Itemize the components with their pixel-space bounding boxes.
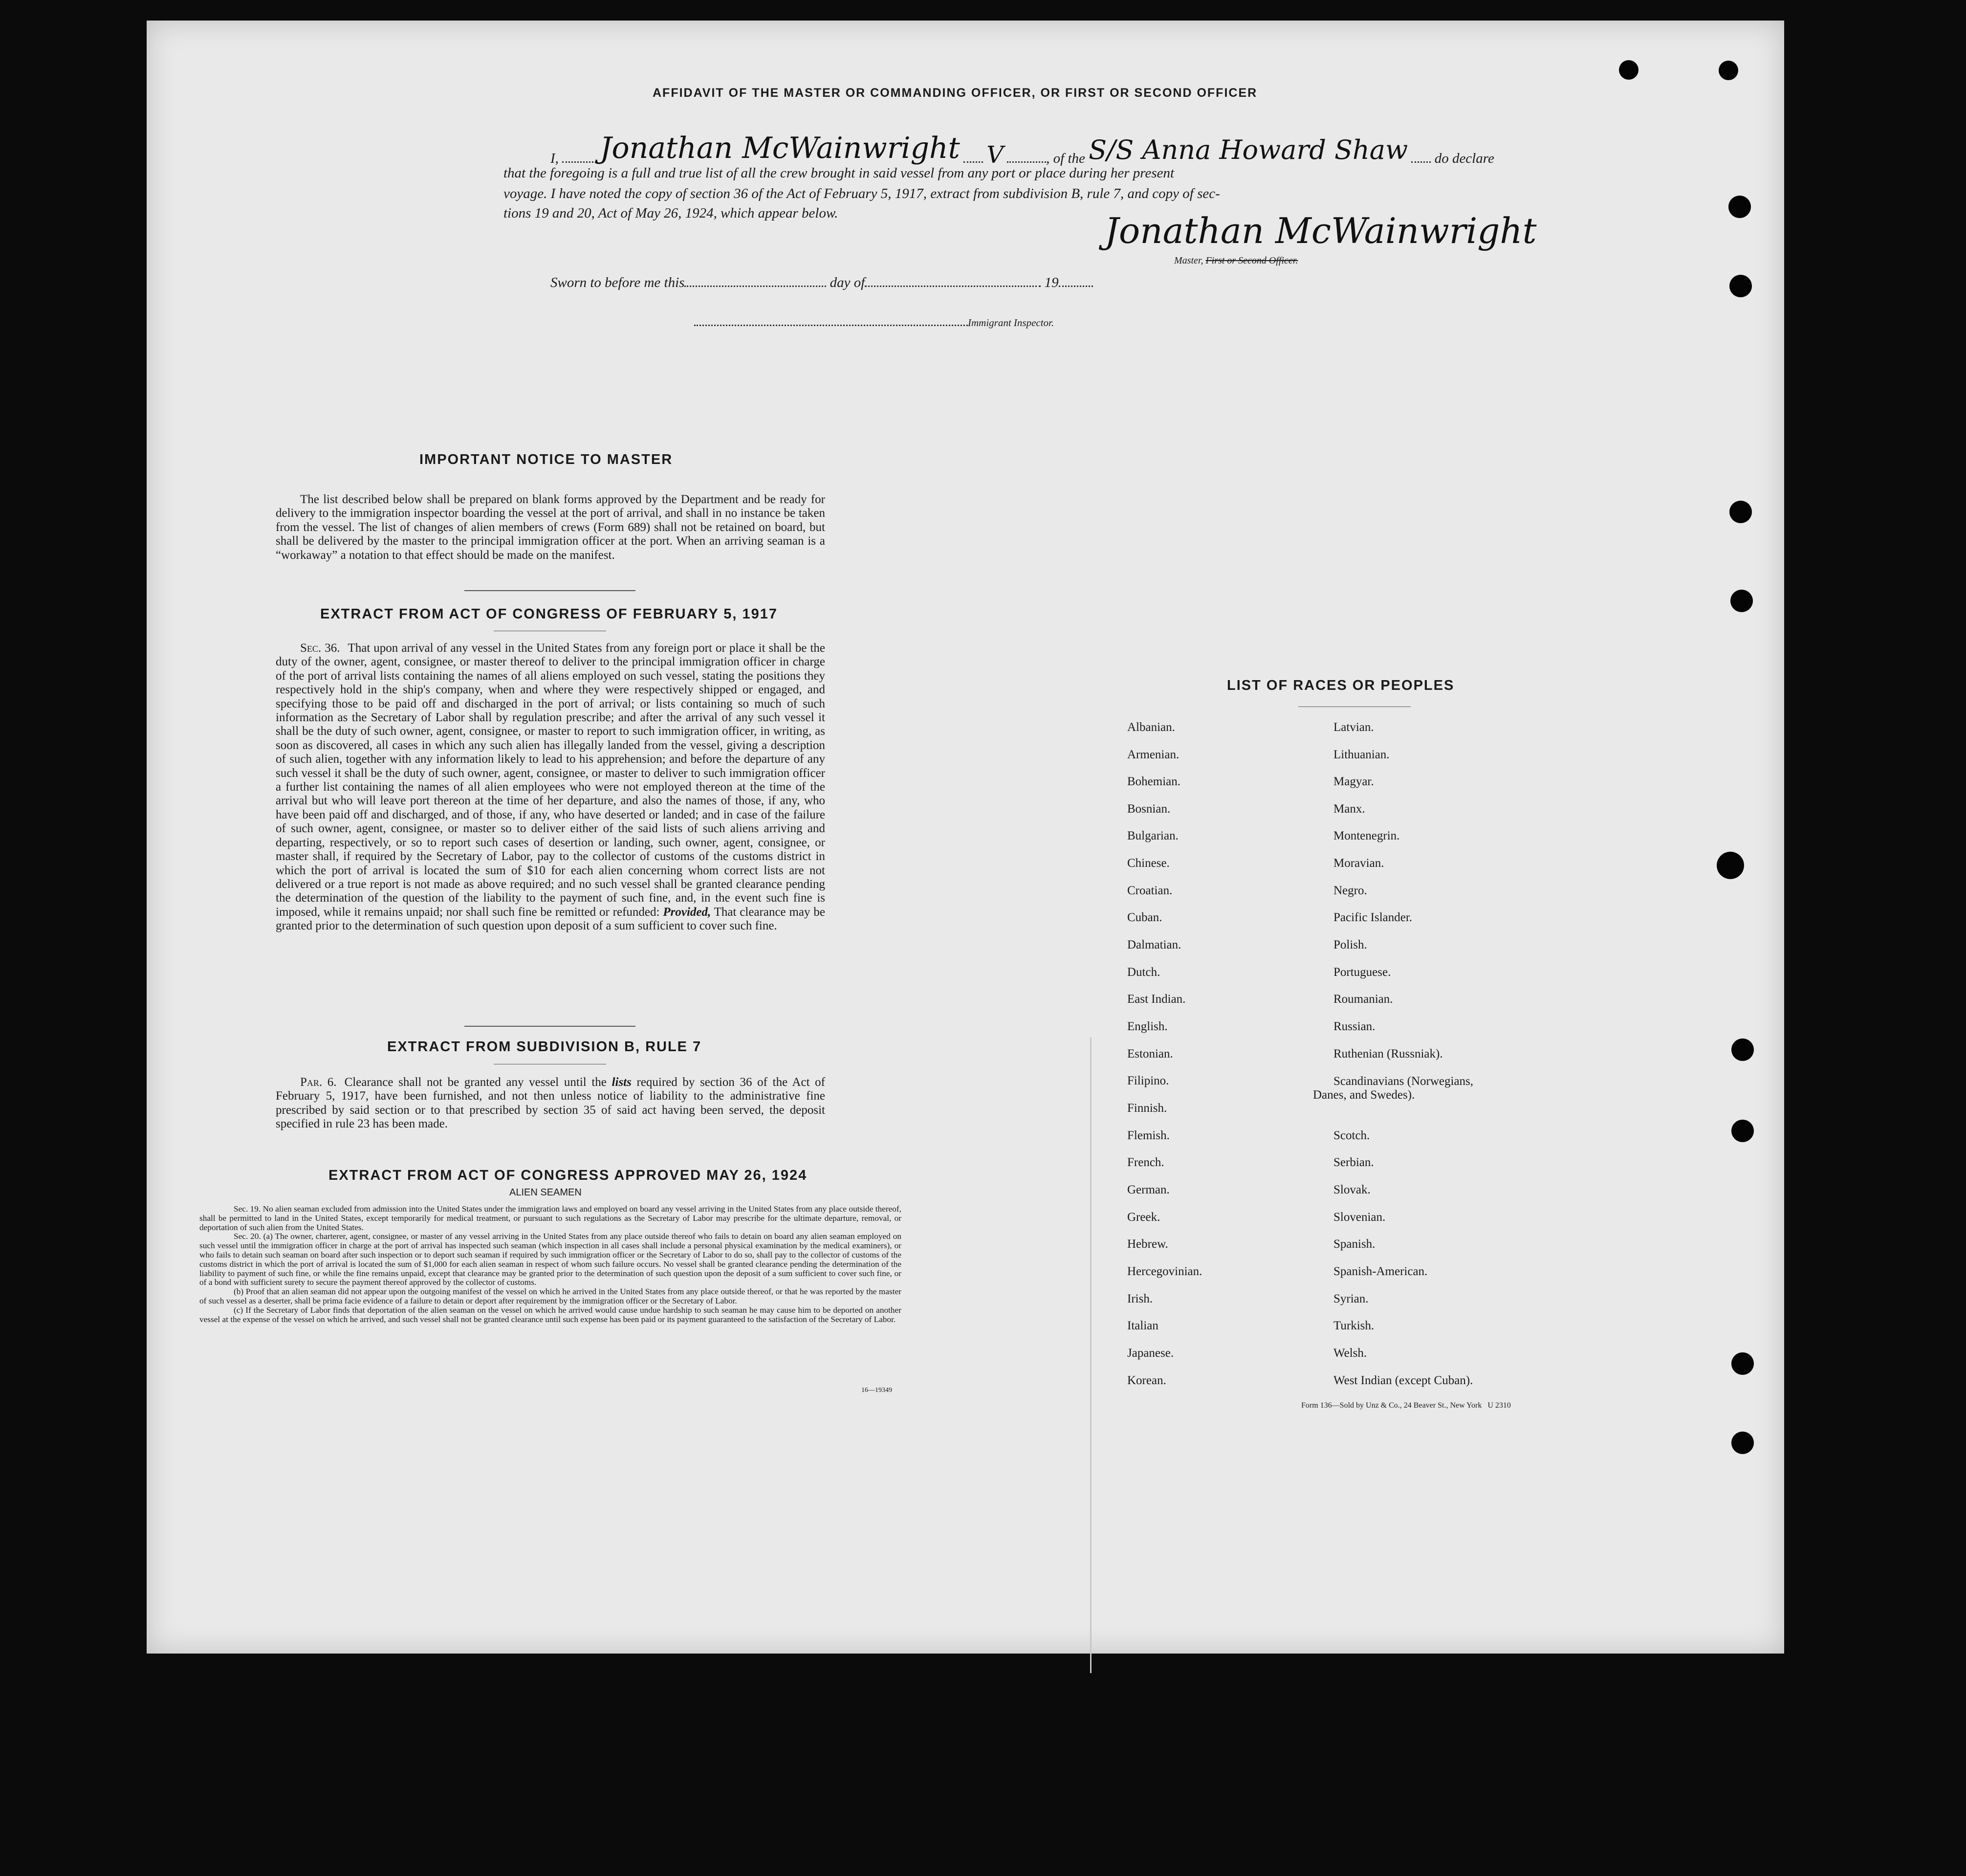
race-item: Chinese.	[1127, 857, 1170, 870]
punch-hole	[1717, 852, 1744, 879]
notice-text: The list described below shall be prepared on blank forms approved by the Department and be ready for delivery to the immigration inspector boarding the vessel at the port of arrival, and shall in no instance be taken from the vessel. The list of changes of alien members of crews (Form 689) shall not be retained on board, but shall be delivered by the master to the principal immigration officer at the port. When an arriving seaman is a “workaway” a notation to that effect should be made on the manifest.	[276, 493, 825, 562]
year-label: 19	[1044, 275, 1059, 290]
divider	[464, 590, 635, 591]
race-item: Lithuanian.	[1333, 748, 1390, 761]
section-20b-text: (b) Proof that an alien seaman did not appear upon the outgoing manifest of the vessel on which he arrived in the United States from any place outside thereof, or that he was reported by the master of such vessel as a deserter, shall be prima facie evidence of a failure to detain or deport after requirement by the immigration officer or the Secretary of Labor.	[199, 1287, 901, 1305]
alien-seamen-subtitle: ALIEN SEAMEN	[509, 1187, 582, 1198]
paragraph-6-text	[276, 1076, 825, 1131]
vessel-name-handwritten: S/S Anna Howard Shaw	[1089, 134, 1408, 165]
do-declare-label: do declare	[1434, 151, 1494, 166]
race-item: Finnish.	[1127, 1102, 1167, 1115]
race-item: Scotch.	[1333, 1129, 1370, 1142]
race-item: Russian.	[1333, 1020, 1376, 1033]
race-item: Estonian.	[1127, 1047, 1173, 1060]
check-mark: V	[986, 141, 1004, 169]
print-code: 16—19349	[861, 1387, 892, 1394]
races-title: LIST OF RACES OR PEOPLES	[1227, 678, 1455, 693]
section-36-text	[276, 641, 825, 933]
extract-1917-title: EXTRACT FROM ACT OF CONGRESS OF FEBRUARY 5, 1917	[320, 606, 778, 622]
punch-hole	[1731, 1352, 1754, 1375]
race-item: Slovak.	[1333, 1183, 1371, 1196]
page-fold	[1090, 1037, 1092, 1673]
extract-1924-body	[199, 1205, 901, 1324]
punch-hole	[1731, 1120, 1754, 1142]
affidavit-line-3: voyage. I have noted the copy of section 36 of the Act of February 5, 1917, extract from subdivision B, rule 7, and copy of sec-	[503, 186, 1220, 201]
race-item: Bohemian.	[1127, 775, 1181, 788]
section-36-label: Sec. 36.	[300, 641, 340, 655]
inspector-line	[694, 315, 1054, 329]
race-item: Polish.	[1333, 938, 1367, 951]
signature-title-struck: First or Second Officer.	[1205, 255, 1298, 266]
section-36-body-b: That clearance may be granted prior to the determination of such question upon deposit of a sum sufficient to cover such fine.	[276, 905, 825, 933]
race-item: Turkish.	[1333, 1319, 1375, 1332]
section-20a-text: Sec. 20. (a) The owner, charterer, agent, consignee, or master of any vessel arriving in the United States from any place outside thereof who fails to detain on board any alien seaman employed on such vessel until the immigration officer in charge at the port of arrival has inspected such seaman (which inspection in all cases shall include a personal physical examination by the medical examiners), or who fails to detain such seaman on board after such inspection or to deport such seaman if required by such immigration officer or the Secretary of Labor to do so, shall pay to the collector of customs of the customs district in which the port of arrival is located the sum of $1,000 for each alien seaman in respect of whom such failure occurs. No vessel shall be granted clearance pending the determination of the liability to payment of such fine, or while the fine remains unpaid, except that clearance may be granted prior to the determination of such question upon the deposit of a sum sufficient to cover such fine, or of a bond with sufficient surety to secure the payment thereof approved by the collector of customs.	[199, 1232, 901, 1287]
section-19-text: Sec. 19. No alien seaman excluded from admission into the United States under the immigration laws and employed on board any vessel arriving in the United States from any place outside thereof, shall be permitted to land in the United States, except temporarily for medical treatment, or pursuant to such regulations as the Secretary of Labor may prescribe for the ultimate departure, removal, or deportation of such alien from the United States.	[199, 1204, 901, 1232]
lists-word: lists	[612, 1076, 632, 1089]
race-item: Roumanian.	[1333, 993, 1393, 1006]
race-item: Slovenian.	[1333, 1211, 1386, 1224]
punch-hole	[1729, 501, 1752, 523]
race-item: Negro.	[1333, 884, 1367, 897]
race-item: Croatian.	[1127, 884, 1173, 897]
form-footer: Form 136—Sold by Unz & Co., 24 Beaver St., New York U 2310	[1301, 1401, 1511, 1410]
race-item: Ruthenian (Russniak).	[1333, 1047, 1443, 1060]
inspector-label: Immigrant Inspector.	[968, 317, 1054, 329]
race-item: Latvian.	[1333, 721, 1374, 734]
affidavit-line-2: that the foregoing is a full and true list of all the crew brought in said vessel from any port or place during her present	[503, 165, 1175, 181]
race-item: Hebrew.	[1127, 1237, 1168, 1251]
race-item: Korean.	[1127, 1374, 1166, 1387]
race-item: Danes, and Swedes).	[1313, 1088, 1415, 1102]
affidavit-line-4: tions 19 and 20, Act of May 26, 1924, which appear below.	[503, 205, 838, 221]
rule-7-title: EXTRACT FROM SUBDIVISION B, RULE 7	[387, 1039, 702, 1055]
extract-1924-title: EXTRACT FROM ACT OF CONGRESS APPROVED MAY 26, 1924	[328, 1168, 808, 1183]
race-item: Magyar.	[1333, 775, 1374, 788]
divider	[464, 1026, 635, 1027]
race-item: English.	[1127, 1020, 1168, 1033]
punch-hole	[1719, 61, 1738, 80]
race-item: Cuban.	[1127, 911, 1162, 924]
punch-hole	[1728, 196, 1751, 218]
race-item: Moravian.	[1333, 857, 1384, 870]
race-item: Bulgarian.	[1127, 829, 1179, 842]
section-36-body-a: That upon arrival of any vessel in the United States from any foreign port or place it shall be the duty of the owner, agent, consignee, or master thereof to deliver to the principal immigration officer in charge of the port of arrival lists containing the names of all aliens employed on such vessel, stating the positions they respectively hold in the ship's company, when and where they were respectively shipped or engaged, and specifying those to be paid off and discharged in the port of arrival; or lists containing so much of such information as the Secretary of Labor shall by regulation prescribe; and after the arrival of any such vessel it shall be the duty of such owner, agent, consignee, or master to report to such immigration officer, in writing, as soon as discovered, all cases in which any such alien has illegally landed from the vessel, giving a description of such alien, together with any information likely to lead to his apprehension; and before the departure of any such vessel it shall be the duty of such owner, agent, consignee, or master to deliver to such immigration officer a further list containing the names of all alien employees who were not employed thereon at the time of the arrival but who will leave port thereon at the time of her departure, and also the names of those, if any, who have been paid off and discharged, and of those, if any, who have deserted or landed; and in case of the failure of such owner, agent, consignee, or master so to deliver either of the said lists of such aliens arriving and departing, respectively, or so to report such cases of desertion or landing, such owner, agent, consignee, or master shall, if required by the Secretary of Labor, pay to the collector of customs of the customs district in which the port of arrival is located the sum of $10 for each alien concerning whom correct lists are not delivered or a true report is not made as above required; and no such vessel shall be granted clearance pending the determination of the question of the liability to the payment of such fine, and, in the event such fine is imposed, while it remains unpaid; nor shall such fine be remitted or refunded:	[276, 641, 825, 919]
race-item: Portuguese.	[1333, 966, 1391, 979]
punch-hole	[1730, 590, 1753, 612]
race-item: Syrian.	[1333, 1292, 1369, 1305]
of-the-label: , of the	[1046, 151, 1085, 166]
section-20c-text: (c) If the Secretary of Labor finds that deportation of the alien seaman on the vessel on which he arrived would cause undue hardship to such seaman he may cause him to be deported on another vessel at the expense of the vessel on which he arrived, and such vessel shall not be granted clearance until such expense has been paid or its payment guaranteed to the satisfaction of the Secretary of Labor.	[199, 1305, 901, 1324]
race-item: German.	[1127, 1183, 1170, 1196]
race-item: Manx.	[1333, 802, 1365, 816]
master-signature: Jonathan McWainwright	[1105, 210, 1537, 251]
race-item: Dalmatian.	[1127, 938, 1181, 951]
provided-word: Provided,	[663, 905, 711, 919]
affidavit-title: AFFIDAVIT OF THE MASTER OR COMMANDING OFFICER, OR FIRST OR SECOND OFFICER	[653, 86, 1258, 100]
race-item: Japanese.	[1127, 1346, 1174, 1360]
paragraph-6-body-b: required by section 36 of the Act of February 5, 1917, have been furnished, and not then unless notice of liability to the administrative fine prescribed by said section or to that prescribed by section 35 of said act having been served, the deposit specified in rule 23 has been made.	[276, 1076, 825, 1131]
punch-hole	[1731, 1038, 1754, 1061]
race-item: East Indian.	[1127, 993, 1186, 1006]
day-of-label: day of	[830, 275, 865, 290]
sworn-line	[550, 271, 1093, 291]
race-item: French.	[1127, 1156, 1164, 1169]
race-item: Pacific Islander.	[1333, 911, 1413, 924]
race-item: Spanish.	[1333, 1237, 1376, 1251]
signature-title	[1174, 255, 1298, 266]
race-item: Montenegrin.	[1333, 829, 1400, 842]
race-item: Greek.	[1127, 1211, 1160, 1224]
race-item: Hercegovinian.	[1127, 1265, 1202, 1278]
signature-title-master: Master,	[1174, 255, 1203, 266]
paragraph-6-label: Par. 6.	[300, 1076, 337, 1089]
race-item: Serbian.	[1333, 1156, 1374, 1169]
punch-hole	[1619, 60, 1638, 80]
notice-title: IMPORTANT NOTICE TO MASTER	[419, 452, 673, 467]
race-item: Spanish-American.	[1333, 1265, 1428, 1278]
race-item: Scandinavians (Norwegians,	[1333, 1075, 1474, 1088]
race-item: Dutch.	[1127, 966, 1160, 979]
sworn-label: Sworn to before me this	[550, 275, 685, 290]
race-item: Bosnian.	[1127, 802, 1171, 816]
divider	[1298, 706, 1411, 707]
race-item: Armenian.	[1127, 748, 1180, 761]
race-item: West Indian (except Cuban).	[1333, 1374, 1473, 1387]
race-item: Albanian.	[1127, 721, 1175, 734]
race-item: Italian	[1127, 1319, 1158, 1332]
race-item: Irish.	[1127, 1292, 1153, 1305]
punch-hole	[1731, 1432, 1754, 1454]
punch-hole	[1729, 275, 1752, 297]
race-item: Filipino.	[1127, 1074, 1169, 1087]
race-item: Welsh.	[1333, 1346, 1367, 1360]
race-item: Flemish.	[1127, 1129, 1170, 1142]
i-label: I,	[550, 151, 559, 166]
master-name-handwritten: Jonathan McWainwright	[600, 131, 960, 165]
paragraph-6-body-a: Clearance shall not be granted any vessel until the	[344, 1076, 607, 1089]
